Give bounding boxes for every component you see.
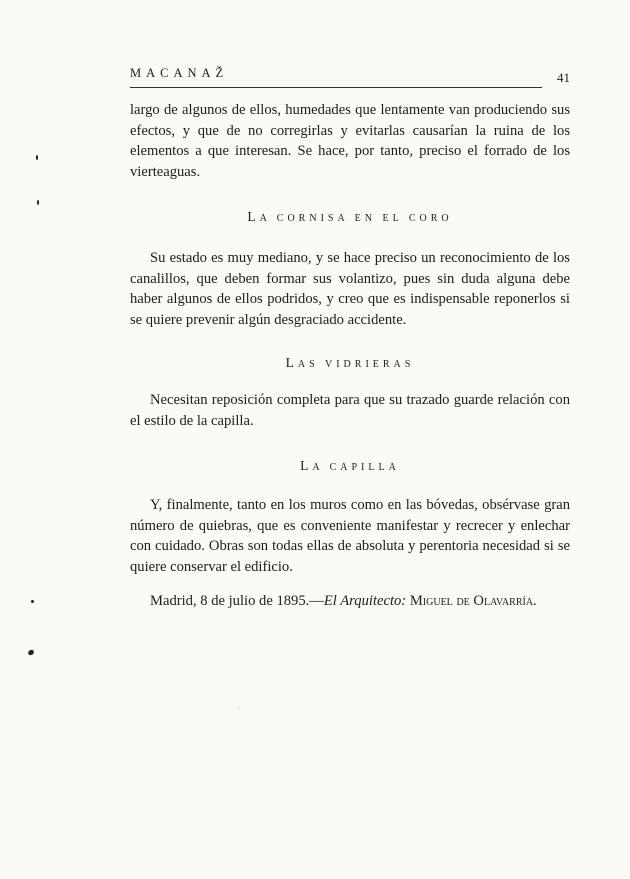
signature-place-date: Madrid, 8 de julio de 1895.— xyxy=(150,593,324,609)
running-title: MACANAŽ xyxy=(130,66,229,80)
margin-speck xyxy=(37,200,39,205)
section-heading-capilla: LA CAPILLA xyxy=(300,458,400,473)
paragraph-2: Su estado es muy mediano, y se hace preciso un reconocimiento de los canalillos, que deben formar sus volantizo, pues sin duda alguna debe haber algunos de ellos podridos, y creo que es indispensable reponerlos si se quiere prevenir algún desgraciado accidente. xyxy=(130,250,570,328)
margin-speck xyxy=(31,600,34,603)
signature-role: El Arquitecto: xyxy=(323,593,407,609)
signature-line xyxy=(130,591,570,612)
page-header xyxy=(130,60,570,90)
section-heading-cornisa: LA CORNISA EN EL CORO xyxy=(247,209,453,224)
paragraph-3: Necesitan reposición completa para que su trazado guarde relación con el estilo de la capilla. xyxy=(130,392,570,429)
paragraph-1: largo de algunos de ellos, humedades que lentamente van produciendo sus efectos, y que de no corregirlas y evitarlas causarían la ruina de los elementos a que interesan. Se hace, por tanto, preciso el forrado de los vierteaguas. xyxy=(130,102,570,180)
body-text xyxy=(130,100,570,612)
margin-speck xyxy=(27,649,35,656)
page-number: 41 xyxy=(557,70,570,85)
margin-speck xyxy=(36,155,38,160)
section-heading-vidrieras: LAS VIDRIERAS xyxy=(285,355,415,370)
signature-author: Miguel de Olavarría. xyxy=(409,593,537,609)
paragraph-4: Y, finalmente, tanto en los muros como en las bóvedas, obsérvase gran número de quiebras, que es conveniente manifestar y recrecer y enlechar con cuidado. Obras son todas ellas de absoluta y perentoria necesidad si se quiere conservar el edificio. xyxy=(130,497,570,575)
header-rule xyxy=(130,87,542,88)
margin-speck xyxy=(238,708,239,709)
